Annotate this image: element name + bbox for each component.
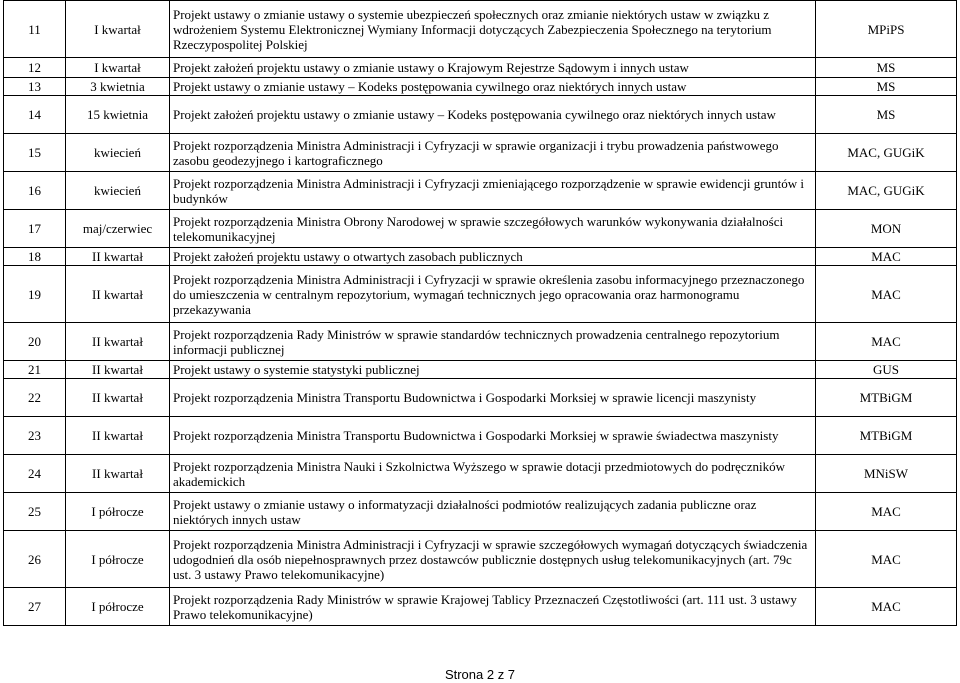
row-number: 23 bbox=[4, 417, 66, 455]
row-number: 18 bbox=[4, 248, 66, 266]
row-term: II kwartał bbox=[66, 266, 170, 323]
row-number: 25 bbox=[4, 493, 66, 531]
row-number: 24 bbox=[4, 455, 66, 493]
row-term: II kwartał bbox=[66, 323, 170, 361]
row-institution: MAC bbox=[816, 266, 957, 323]
row-number: 15 bbox=[4, 134, 66, 172]
row-institution: MAC bbox=[816, 588, 957, 626]
row-title: Projekt ustawy o systemie statystyki publicznej bbox=[170, 361, 816, 379]
row-institution: MS bbox=[816, 96, 957, 134]
row-institution: MTBiGM bbox=[816, 417, 957, 455]
row-institution: MS bbox=[816, 78, 957, 96]
row-institution: MAC bbox=[816, 531, 957, 588]
row-term: I kwartał bbox=[66, 1, 170, 58]
table-row bbox=[4, 455, 957, 493]
table-row bbox=[4, 379, 957, 417]
row-term: 15 kwietnia bbox=[66, 96, 170, 134]
table-row bbox=[4, 323, 957, 361]
row-term: kwiecień bbox=[66, 134, 170, 172]
row-number: 22 bbox=[4, 379, 66, 417]
row-number: 12 bbox=[4, 58, 66, 78]
table-row bbox=[4, 134, 957, 172]
row-term: I kwartał bbox=[66, 58, 170, 78]
row-title: Projekt rozporządzenia Ministra Administracji i Cyfryzacji w sprawie szczegółowych wymagań dotyczących świadczenia udogodnień dla osób niepełnosprawnych przez dostawców publicznie dostępnych usług telekomunikacyjnych (art. 79c ust. 3 ustawy Prawo telekomunikacyjne) bbox=[170, 531, 816, 588]
row-term: 3 kwietnia bbox=[66, 78, 170, 96]
row-title: Projekt rozporządzenia Rady Ministrów w sprawie standardów technicznych prowadzenia centralnego repozytorium informacji publicznej bbox=[170, 323, 816, 361]
row-term: II kwartał bbox=[66, 417, 170, 455]
row-institution: MAC bbox=[816, 248, 957, 266]
row-title: Projekt założeń projektu ustawy o zmianie ustawy o Krajowym Rejestrze Sądowym i innych ustaw bbox=[170, 58, 816, 78]
row-term: I półrocze bbox=[66, 493, 170, 531]
row-number: 20 bbox=[4, 323, 66, 361]
row-number: 13 bbox=[4, 78, 66, 96]
row-title: Projekt ustawy o zmianie ustawy o informatyzacji działalności podmiotów realizujących zadania publiczne oraz niektórych innych ustaw bbox=[170, 493, 816, 531]
table-row bbox=[4, 531, 957, 588]
table-row bbox=[4, 248, 957, 266]
row-title: Projekt rozporządzenia Ministra Transportu Budownictwa i Gospodarki Morksiej w sprawie świadectwa maszynisty bbox=[170, 417, 816, 455]
row-title: Projekt rozporządzenia Rady Ministrów w sprawie Krajowej Tablicy Przeznaczeń Częstotliwości (art. 111 ust. 3 ustawy Prawo telekomunikacyjne) bbox=[170, 588, 816, 626]
legislation-table bbox=[3, 0, 957, 626]
row-institution: MTBiGM bbox=[816, 379, 957, 417]
row-number: 14 bbox=[4, 96, 66, 134]
row-number: 27 bbox=[4, 588, 66, 626]
row-number: 19 bbox=[4, 266, 66, 323]
table-row bbox=[4, 58, 957, 78]
row-term: I półrocze bbox=[66, 531, 170, 588]
row-title: Projekt założeń projektu ustawy o otwartych zasobach publicznych bbox=[170, 248, 816, 266]
row-number: 21 bbox=[4, 361, 66, 379]
table-row bbox=[4, 266, 957, 323]
row-institution: MPiPS bbox=[816, 1, 957, 58]
row-term: II kwartał bbox=[66, 248, 170, 266]
row-title: Projekt ustawy o zmianie ustawy o systemie ubezpieczeń społecznych oraz zmianie niektórych ustaw w związku z wdrożeniem Systemu Elektronicznej Wymiany Informacji dotyczących Zabezpieczenia Społecznego na terytorium Rzeczypospolitej Polskiej bbox=[170, 1, 816, 58]
row-title: Projekt założeń projektu ustawy o zmianie ustawy – Kodeks postępowania cywilnego oraz niektórych innych ustaw bbox=[170, 96, 816, 134]
table-row bbox=[4, 78, 957, 96]
row-institution: MAC, GUGiK bbox=[816, 172, 957, 210]
row-title: Projekt rozporządzenia Ministra Administracji i Cyfryzacji zmieniającego rozporządzenie w sprawie ewidencji gruntów i budynków bbox=[170, 172, 816, 210]
row-institution: MNiSW bbox=[816, 455, 957, 493]
row-term: kwiecień bbox=[66, 172, 170, 210]
row-institution: MAC, GUGiK bbox=[816, 134, 957, 172]
row-institution: MAC bbox=[816, 493, 957, 531]
table-row bbox=[4, 172, 957, 210]
row-number: 17 bbox=[4, 210, 66, 248]
table-row bbox=[4, 493, 957, 531]
row-term: maj/czerwiec bbox=[66, 210, 170, 248]
row-title: Projekt rozporządzenia Ministra Transportu Budownictwa i Gospodarki Morksiej w sprawie licencji maszynisty bbox=[170, 379, 816, 417]
row-term: I półrocze bbox=[66, 588, 170, 626]
legislation-table-body bbox=[4, 1, 957, 626]
row-number: 11 bbox=[4, 1, 66, 58]
row-institution: GUS bbox=[816, 361, 957, 379]
row-title: Projekt rozporządzenia Ministra Nauki i Szkolnictwa Wyższego w sprawie dotacji przedmiotowych do podręczników akademickich bbox=[170, 455, 816, 493]
row-title: Projekt rozporządzenia Ministra Administracji i Cyfryzacji w sprawie organizacji i trybu prowadzenia państwowego zasobu geodezyjnego i kartograficznego bbox=[170, 134, 816, 172]
row-number: 16 bbox=[4, 172, 66, 210]
table-row bbox=[4, 96, 957, 134]
row-institution: MAC bbox=[816, 323, 957, 361]
row-title: Projekt ustawy o zmianie ustawy – Kodeks postępowania cywilnego oraz niektórych innych ustaw bbox=[170, 78, 816, 96]
table-row bbox=[4, 1, 957, 58]
row-term: II kwartał bbox=[66, 361, 170, 379]
table-row bbox=[4, 361, 957, 379]
row-number: 26 bbox=[4, 531, 66, 588]
table-row bbox=[4, 210, 957, 248]
row-term: II kwartał bbox=[66, 455, 170, 493]
table-row bbox=[4, 417, 957, 455]
row-title: Projekt rozporządzenia Ministra Administracji i Cyfryzacji w sprawie określenia zasobu informacyjnego przeznaczonego do umieszczenia w centralnym repozytorium, wymagań technicznych jego opracowania oraz harmonogramu przekazywania bbox=[170, 266, 816, 323]
row-title: Projekt rozporządzenia Ministra Obrony Narodowej w sprawie szczegółowych warunków wykonywania działalności telekomunikacyjnej bbox=[170, 210, 816, 248]
row-institution: MS bbox=[816, 58, 957, 78]
row-institution: MON bbox=[816, 210, 957, 248]
page-number-footer: Strona 2 z 7 bbox=[444, 667, 516, 682]
table-row bbox=[4, 588, 957, 626]
row-term: II kwartał bbox=[66, 379, 170, 417]
